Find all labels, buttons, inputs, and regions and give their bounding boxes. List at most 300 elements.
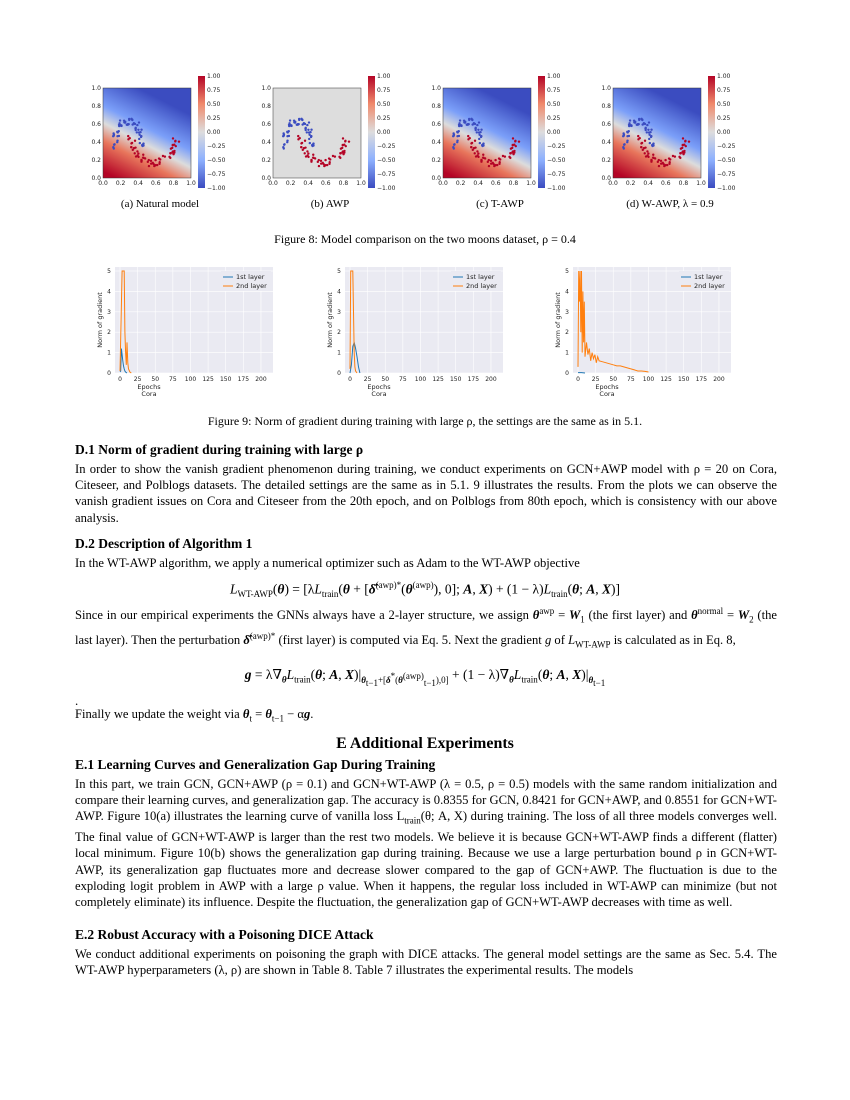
d2-text-a: Since in our empirical experiments the GNNs always have a 2-layer structure, we assign — [75, 608, 529, 623]
fig9-ytick: 5 — [337, 268, 341, 275]
fig9-xsublabel: Cora — [599, 390, 615, 398]
fig8-point-class-b — [502, 155, 504, 157]
fig9-legend-label: 1st layer — [694, 273, 723, 281]
fig8-colorbar — [708, 76, 715, 188]
fig8-point-class-a — [307, 129, 309, 131]
fig8-point-class-b — [140, 161, 142, 163]
fig8-point-class-a — [478, 138, 480, 140]
fig8-point-class-a — [113, 144, 115, 146]
fig9-panel — [326, 267, 503, 398]
fig8-point-class-b — [641, 142, 643, 144]
fig8-point-class-b — [666, 164, 668, 166]
fig9-xtick: 200 — [485, 376, 497, 383]
fig8-point-class-a — [650, 129, 652, 131]
fig8-point-class-b — [148, 165, 150, 167]
fig8-caption-c: (c) T-AWP — [476, 198, 524, 210]
fig8-point-class-b — [162, 155, 164, 157]
fig8-point-class-b — [680, 148, 682, 150]
fig9-xtick: 125 — [432, 376, 444, 383]
equation-gradient: $g = \lambda\nabla_\theta L_{train}(\theta$; A, $X)|_{\theta_{t-1}+[\delta^*(\theta^{(awp)}_{t-1}),0]} + (1 - \lambda)\nabla_\theta L_{train}(\theta$; A, $X)|_{\theta_{t-1}}$ — [244, 667, 606, 688]
fig8-colorbar-tick: −0.50 — [377, 157, 396, 164]
fig8-ytick: 1.0 — [91, 85, 101, 92]
fig9-xsublabel: Cora — [141, 390, 157, 398]
fig8-point-class-a — [646, 131, 648, 133]
fig8-ytick: 0.0 — [601, 175, 611, 182]
fig8-xtick: 1.0 — [696, 180, 706, 187]
fig8-colorbar — [538, 76, 545, 188]
fig8-colorbar-tick: −1.00 — [377, 185, 396, 192]
fig8-point-class-b — [323, 165, 325, 167]
fig9-panel — [96, 267, 273, 398]
section-d1-heading: D.1 Norm of gradient during training with large ρ — [75, 442, 364, 457]
fig8-colorbar-tick: 0.75 — [207, 87, 221, 94]
d2-text-c: (the last layer). Then the perturbation — [75, 608, 777, 648]
fig8-point-class-b — [341, 151, 343, 153]
fig8-point-class-b — [681, 151, 683, 153]
fig8-point-class-a — [475, 127, 477, 129]
fig8-point-class-b — [137, 152, 139, 154]
fig8-point-class-a — [310, 129, 312, 131]
fig9-ytick: 4 — [107, 288, 111, 296]
fig8-point-class-b — [510, 148, 512, 150]
fig8-point-class-a — [136, 131, 138, 133]
fig8-point-class-b — [142, 154, 144, 156]
fig8-point-class-a — [453, 134, 455, 136]
fig8-ytick: 0.6 — [91, 121, 101, 128]
fig8-caption-b: (b) AWP — [310, 198, 350, 210]
fig8-point-class-b — [332, 155, 334, 157]
fig9-xtick: 100 — [414, 376, 427, 383]
fig8-point-class-a — [646, 124, 648, 126]
fig8-colorbar — [368, 76, 375, 188]
fig8-point-class-b — [684, 140, 686, 142]
fig8-xtick: 0.0 — [98, 180, 108, 187]
fig8-point-class-b — [647, 152, 649, 154]
fig8-ytick: 0.6 — [431, 121, 441, 128]
fig8-point-class-b — [639, 137, 641, 139]
fig8-point-class-b — [688, 140, 690, 142]
fig8-point-class-b — [329, 158, 331, 160]
fig8-point-class-a — [456, 139, 458, 141]
fig8-point-class-a — [119, 119, 121, 121]
fig8-point-class-b — [339, 152, 341, 154]
fig8-point-class-b — [482, 156, 484, 158]
fig9-ytick: 3 — [337, 308, 341, 316]
fig9-ytick: 5 — [107, 268, 111, 275]
fig8-point-class-b — [494, 159, 496, 161]
fig8-point-class-a — [478, 121, 480, 123]
fig8-point-class-a — [130, 118, 132, 120]
fig8-point-class-b — [642, 149, 644, 151]
e1-body-part2: (θ; A, X) during training. The loss of all three models converges well. The final value of GCN+WT-AWP is larger than the rest two models. We believe it is because GCN+WT-AWP finds a different (flatter) local minimum. Figure 10(b) shows the generalization gap during training. Because we use a large perturbation bound ρ in GCN+WT-AWP, its generalization gap fluctuates more and decrease slower compared to the gap of GCN+AWP. The fluctuation is due to the exploding logit problem in AWP with a large ρ value. When it happens, the regular loss included in WT-AWP can minimize (but not completely eliminate) its influence. Despite the fluctuation, the generalization gap of GCN+WT-AWP decreases with time as well. — [75, 809, 778, 909]
fig8-point-class-b — [679, 152, 681, 154]
fig8-point-class-a — [470, 118, 472, 120]
fig8-point-class-a — [298, 118, 300, 120]
fig9-xtick: 25 — [363, 376, 372, 383]
fig8-xtick: 0.6 — [321, 180, 331, 187]
fig8-colorbar-tick: 0.25 — [207, 115, 221, 122]
fig8-colorbar-tick: 1.00 — [717, 73, 731, 80]
fig8-point-class-b — [127, 135, 129, 137]
fig9-xtick: 0 — [348, 376, 352, 383]
fig8-point-class-a — [138, 121, 140, 123]
fig9-xtick: 175 — [467, 376, 480, 383]
fig8-point-class-a — [453, 147, 455, 149]
fig8-point-class-b — [328, 163, 330, 165]
d2-text-d: (first layer) is computed via Eq. 5. Next the gradient — [278, 633, 542, 648]
fig9-ylabel: Norm of gradient — [554, 292, 562, 348]
fig9-xtick: 150 — [677, 376, 690, 383]
fig9-ytick: 1 — [107, 349, 111, 357]
fig8-point-class-a — [138, 134, 140, 136]
fig8-point-class-a — [647, 129, 649, 131]
fig8-point-class-b — [512, 137, 514, 139]
fig8-plot-area — [103, 88, 191, 178]
fig8-ytick: 0.0 — [431, 175, 441, 182]
fig9-xtick: 25 — [133, 376, 142, 383]
fig8-panel — [261, 73, 395, 192]
fig8-panel — [431, 73, 565, 192]
fig8-xtick: 0.2 — [285, 180, 296, 187]
fig8-point-class-a — [312, 142, 314, 144]
fig8-point-class-b — [637, 135, 639, 137]
fig9-xtick: 50 — [609, 376, 618, 383]
fig8-point-class-a — [623, 147, 625, 149]
fig8-point-class-b — [154, 159, 156, 161]
fig8-point-class-b — [326, 164, 328, 166]
fig8-xtick: 0.8 — [508, 180, 519, 187]
fig8-point-class-b — [672, 155, 674, 157]
fig8-point-class-a — [480, 129, 482, 131]
fig8-point-class-a — [306, 124, 308, 126]
fig9-ytick: 0 — [565, 370, 569, 377]
fig8-xtick: 0.0 — [438, 180, 448, 187]
fig8-colorbar — [198, 76, 205, 188]
fig8-colorbar-tick: −0.25 — [717, 143, 736, 150]
fig8-ytick: 0.8 — [261, 103, 271, 110]
fig8-point-class-b — [318, 159, 320, 161]
fig8-point-class-b — [172, 144, 174, 146]
fig8-point-class-b — [660, 160, 662, 162]
fig8-point-class-a — [283, 134, 285, 136]
fig9-xtick: 0 — [576, 376, 580, 383]
fig8-point-class-b — [134, 140, 136, 142]
fig8-point-class-b — [159, 158, 161, 160]
fig8-colorbar-tick: −1.00 — [207, 185, 226, 192]
fig8-colorbar-tick: −0.50 — [207, 157, 226, 164]
fig8-point-class-b — [658, 165, 660, 167]
fig8-point-class-a — [140, 129, 142, 131]
fig8-point-class-b — [129, 137, 131, 139]
fig8-colorbar-tick: 0.25 — [547, 115, 561, 122]
fig8-xtick: 0.8 — [168, 180, 179, 187]
fig8-colorbar-tick: 0.75 — [717, 87, 731, 94]
fig8-point-class-b — [470, 146, 472, 148]
fig8-colorbar-tick: 0.50 — [377, 101, 391, 108]
fig8-point-class-a — [126, 124, 128, 126]
fig8-ytick: 1.0 — [431, 85, 441, 92]
fig8-point-class-b — [156, 164, 158, 166]
fig8-point-class-a — [309, 142, 311, 144]
fig9-xtick: 200 — [713, 376, 725, 383]
fig8-colorbar-tick: 0.25 — [377, 115, 391, 122]
fig9-ytick: 1 — [337, 349, 341, 357]
fig8-plot-area — [273, 88, 361, 178]
section-e1-body: In this part, we train GCN, GCN+AWP (ρ = 0.1) and GCN+WT-AWP (λ = 0.5, ρ = 0.5) models with the same random initialization and compare their learning curves, and generalization gap. The accuracy is 0.8355 for GCN, 0.8421 for GCN+AWP, and 0.8551 for GCN+WT-AWP. Figure 10(a) illustrates the learning curve of vanilla loss $L_{train}(\theta$; A, X) during training. The loss of all three models converges well. The final value of GCN+WT-AWP is larger than the rest two models. We believe it is because GCN+WT-AWP finds a different (flatter) local minimum. Figure 10(b) shows the generalization gap during training. Because we use a large perturbation bound ρ in GCN+WT-AWP, its generalization gap fluctuates more and decrease slower compared to the gap of GCN+AWP. The fluctuation is due to the exploding logit problem in AWP with a large ρ value. When it happens, the regular loss included in WT-AWP can minimize (but not completely eliminate) its influence. Despite the fluctuation, the generalization gap of GCN+WT-AWP decreases with time as well. — [75, 777, 778, 909]
fig8-point-class-b — [148, 159, 150, 161]
fig8-point-class-a — [289, 119, 291, 121]
fig8-point-class-b — [299, 137, 301, 139]
fig8-point-class-a — [628, 124, 630, 126]
fig8-point-class-a — [476, 124, 478, 126]
figure9 — [0, 262, 850, 402]
fig8-ytick: 0.6 — [601, 121, 611, 128]
fig8-point-class-a — [124, 121, 126, 123]
fig9-ytick: 0 — [337, 370, 341, 377]
fig8-point-class-a — [138, 138, 140, 140]
fig9-xtick: 0 — [118, 376, 122, 383]
fig8-point-class-b — [509, 152, 511, 154]
fig8-xtick: 1.0 — [356, 180, 366, 187]
fig9-xtick: 150 — [449, 376, 462, 383]
fig8-point-class-a — [628, 135, 630, 137]
fig8-point-class-b — [476, 150, 478, 152]
fig8-xtick: 0.2 — [455, 180, 466, 187]
fig8-point-class-a — [626, 131, 628, 133]
fig8-point-class-a — [135, 127, 137, 129]
fig8-plot-area — [443, 88, 531, 178]
fig8-point-class-a — [288, 124, 290, 126]
e1-body-part1: In this part, we train GCN, GCN+AWP (ρ = 0.1) and GCN+WT-AWP (λ = 0.5, ρ = 0.5) models with the same random initialization and compare their learning curves, and generalization gap. The accuracy is 0.8355 for GCN, 0.8421 for GCN+AWP, and 0.8551 for GCN+WT-AWP. Figure 10(a) illustrates the learning curve of vanilla loss L — [75, 777, 777, 824]
fig8-plot-area — [613, 88, 701, 178]
d2-text-e: of — [554, 633, 565, 648]
fig8-ytick: 0.2 — [261, 157, 271, 164]
fig8-point-class-b — [477, 156, 479, 158]
fig8-point-class-a — [459, 119, 461, 121]
fig8-xtick: 0.8 — [338, 180, 349, 187]
fig8-point-class-b — [307, 156, 309, 158]
fig8-point-class-a — [652, 142, 654, 144]
fig9-panel — [554, 267, 731, 398]
fig8-colorbar-tick: −0.75 — [547, 171, 566, 178]
fig8-point-class-a — [479, 131, 481, 133]
fig8-point-class-b — [668, 163, 670, 165]
fig8-xtick: 1.0 — [186, 180, 196, 187]
fig8-ytick: 1.0 — [261, 85, 271, 92]
fig8-colorbar-tick: 0.25 — [717, 115, 731, 122]
fig9-xlabel: Epochs — [595, 383, 619, 391]
fig8-point-class-b — [664, 159, 666, 161]
fig9-xtick: 200 — [255, 376, 267, 383]
fig8-point-class-b — [647, 156, 649, 158]
fig8-point-class-b — [142, 156, 144, 158]
fig8-xtick: 0.4 — [473, 180, 483, 187]
section-d2-final: Finally we update the weight via $\theta_t = \theta_{t-1} - \alpha g$. — [75, 707, 314, 724]
fig8-point-class-a — [638, 118, 640, 120]
fig8-point-class-a — [116, 139, 118, 141]
fig8-ytick: 0.8 — [601, 103, 611, 110]
fig8-point-class-a — [120, 125, 122, 127]
fig8-point-class-b — [318, 165, 320, 167]
fig8-ytick: 1.0 — [601, 85, 611, 92]
fig8-ytick: 0.0 — [261, 175, 271, 182]
fig8-point-class-b — [650, 161, 652, 163]
fig8-ytick: 0.6 — [261, 121, 271, 128]
fig8-point-class-b — [498, 163, 500, 165]
fig8-point-class-a — [142, 142, 144, 144]
fig8-point-class-a — [139, 142, 141, 144]
fig8-point-class-b — [496, 164, 498, 166]
fig8-point-class-a — [290, 125, 292, 127]
fig9-ytick: 4 — [337, 288, 341, 296]
fig8-xtick: 0.2 — [115, 180, 126, 187]
fig9-ytick: 5 — [565, 268, 569, 275]
fig8-ytick: 0.4 — [601, 139, 611, 146]
fig8-point-class-b — [472, 149, 474, 151]
fig9-xtick: 75 — [169, 376, 177, 383]
fig9-ylabel: Norm of gradient — [96, 292, 104, 348]
fig8-caption-a: (a) Natural model — [120, 198, 200, 210]
fig8-xtick: 0.6 — [491, 180, 501, 187]
fig8-point-class-a — [629, 119, 631, 121]
fig8-point-class-a — [288, 135, 290, 137]
fig8-colorbar-tick: −0.75 — [717, 171, 736, 178]
fig8-point-class-b — [342, 144, 344, 146]
d2-text-f: is calculated as in Eq. 8, — [613, 633, 736, 648]
fig8-point-class-b — [518, 140, 520, 142]
fig9-legend-label: 1st layer — [236, 273, 265, 281]
fig8-point-class-a — [118, 124, 120, 126]
fig8-point-class-b — [136, 150, 138, 152]
section-d2-intro: In the WT-AWP algorithm, we apply a numerical optimizer such as Adam to the WT-AWP objective — [75, 556, 580, 570]
fig8-point-class-a — [473, 122, 475, 124]
fig8-colorbar-tick: 0.50 — [207, 101, 221, 108]
fig8-point-class-b — [646, 150, 648, 152]
fig8-ytick: 0.4 — [91, 139, 101, 146]
fig9-ytick: 2 — [107, 329, 111, 337]
fig8-point-class-a — [468, 118, 470, 120]
fig8-colorbar-tick: 0.00 — [377, 129, 391, 136]
fig8-point-class-b — [339, 157, 341, 159]
fig9-xtick: 75 — [399, 376, 407, 383]
fig8-point-class-b — [320, 160, 322, 162]
fig8-xtick: 0.4 — [303, 180, 313, 187]
fig8-point-class-b — [169, 157, 171, 159]
fig9-xtick: 175 — [695, 376, 708, 383]
fig8-point-class-b — [652, 154, 654, 156]
fig8-point-class-b — [644, 152, 646, 154]
fig8-caption-d: (d) W-AWP, λ = 0.9 — [626, 198, 714, 210]
fig8-point-class-b — [340, 148, 342, 150]
fig8-point-class-b — [306, 150, 308, 152]
fig8-colorbar-tick: −0.50 — [547, 157, 566, 164]
fig9-xlabel: Epochs — [137, 383, 161, 391]
fig8-point-class-b — [509, 157, 511, 159]
fig9-ylabel: Norm of gradient — [326, 292, 334, 348]
fig8-point-class-a — [296, 124, 298, 126]
fig8-point-class-b — [342, 137, 344, 139]
fig8-colorbar-tick: 0.00 — [547, 129, 561, 136]
fig8-point-class-b — [153, 165, 155, 167]
fig9-xtick: 25 — [591, 376, 600, 383]
fig8-colorbar-tick: 0.75 — [377, 87, 391, 94]
fig8-point-class-a — [137, 129, 139, 131]
fig8-point-class-b — [652, 156, 654, 158]
fig8-ytick: 0.8 — [431, 103, 441, 110]
fig8-colorbar-tick: −0.25 — [207, 143, 226, 150]
fig8-point-class-a — [128, 118, 130, 120]
section-e-title: E Additional Experiments — [336, 735, 514, 752]
fig8-point-class-a — [458, 124, 460, 126]
fig8-point-class-b — [134, 152, 136, 154]
figure8-caption: Figure 8: Model comparison on the two moons dataset, ρ = 0.4 — [274, 232, 576, 246]
fig9-xtick: 150 — [219, 376, 232, 383]
fig8-point-class-b — [474, 140, 476, 142]
section-d1-body: In order to show the vanish gradient phenomenon during training, we conduct experiments on GCN+AWP model with ρ = 20 on Cora, Citeseer, and Polblogs datasets. The detailed settings are the same as in 5.1. 9 illustrates the results. From the plots we can observe the vanish gradient issues on Cora and Citeseer from the 20th epoch, and on Polblogs from 80th epoch, which is consistency with our above analysis. — [75, 462, 777, 525]
fig8-point-class-a — [136, 124, 138, 126]
fig8-point-class-b — [471, 142, 473, 144]
fig8-xtick: 0.6 — [151, 180, 161, 187]
fig8-point-class-b — [663, 165, 665, 167]
fig8-xtick: 0.6 — [661, 180, 671, 187]
fig9-ytick: 3 — [565, 308, 569, 316]
equation-period: . — [75, 693, 79, 708]
section-e1-heading: E.1 Learning Curves and Generalization Gap During Training — [75, 757, 436, 772]
fig8-colorbar-tick: 0.00 — [717, 129, 731, 136]
fig8-point-class-a — [308, 121, 310, 123]
fig8-colorbar-tick: −0.75 — [207, 171, 226, 178]
fig8-panel — [91, 73, 225, 192]
fig8-point-class-a — [482, 142, 484, 144]
fig8-colorbar-tick: −0.50 — [717, 157, 736, 164]
fig8-point-class-a — [456, 131, 458, 133]
fig8-point-class-a — [133, 122, 135, 124]
fig8-point-class-b — [312, 154, 314, 156]
fig8-point-class-a — [118, 135, 120, 137]
fig8-point-class-b — [302, 149, 304, 151]
fig8-point-class-b — [169, 152, 171, 154]
section-e2-heading: E.2 Robust Accuracy with a Poisoning DICE Attack — [75, 927, 374, 942]
fig8-point-class-b — [178, 140, 180, 142]
fig8-point-class-a — [309, 131, 311, 133]
fig8-point-class-a — [645, 127, 647, 129]
fig8-point-class-a — [305, 127, 307, 129]
fig8-colorbar-tick: 1.00 — [207, 73, 221, 80]
fig9-xtick: 125 — [660, 376, 672, 383]
fig8-point-class-a — [308, 138, 310, 140]
fig8-point-class-a — [648, 121, 650, 123]
fig9-xlabel: Epochs — [367, 383, 391, 391]
fig8-point-class-a — [649, 142, 651, 144]
equation-wtawp-objective: $L_{WT-AWP}(\theta) = [\lambda L_{train}(\theta$ + [$\deltâ^{(awp)*}(\theta^{(awp)})$, 0]; A, $X) + (1 - \lambda)L_{train}(\theta$; A, X)] — [229, 580, 621, 600]
d2-final-text: Finally we update the weight via — [75, 707, 240, 721]
fig9-xtick: 50 — [151, 376, 160, 383]
fig8-colorbar-tick: −1.00 — [717, 185, 736, 192]
fig8-ytick: 0.0 — [91, 175, 101, 182]
fig8-point-class-a — [283, 147, 285, 149]
fig8-point-class-a — [294, 121, 296, 123]
fig8-colorbar-tick: 0.75 — [547, 87, 561, 94]
fig8-point-class-b — [499, 158, 501, 160]
section-d2-para2: Since in our empirical experiments the GNNs always have a 2-layer structure, we assign $\theta^{awp} = W_1$ (the first layer) and $\theta^{normal} = W_2$ (the last layer). Then the perturbation δ̂$^{(awp)*}$ (first layer) is computed via Eq. 5. Next the gradient g of $L_{WT-AWP}$ is calculated as in Eq. 8, — [75, 606, 777, 650]
fig9-xsublabel: Cora — [371, 390, 387, 398]
fig9-xtick: 100 — [642, 376, 655, 383]
fig8-point-class-b — [488, 159, 490, 161]
fig8-point-class-a — [460, 125, 462, 127]
fig8-point-class-b — [679, 157, 681, 159]
fig8-point-class-b — [137, 156, 139, 158]
fig8-point-class-b — [682, 137, 684, 139]
